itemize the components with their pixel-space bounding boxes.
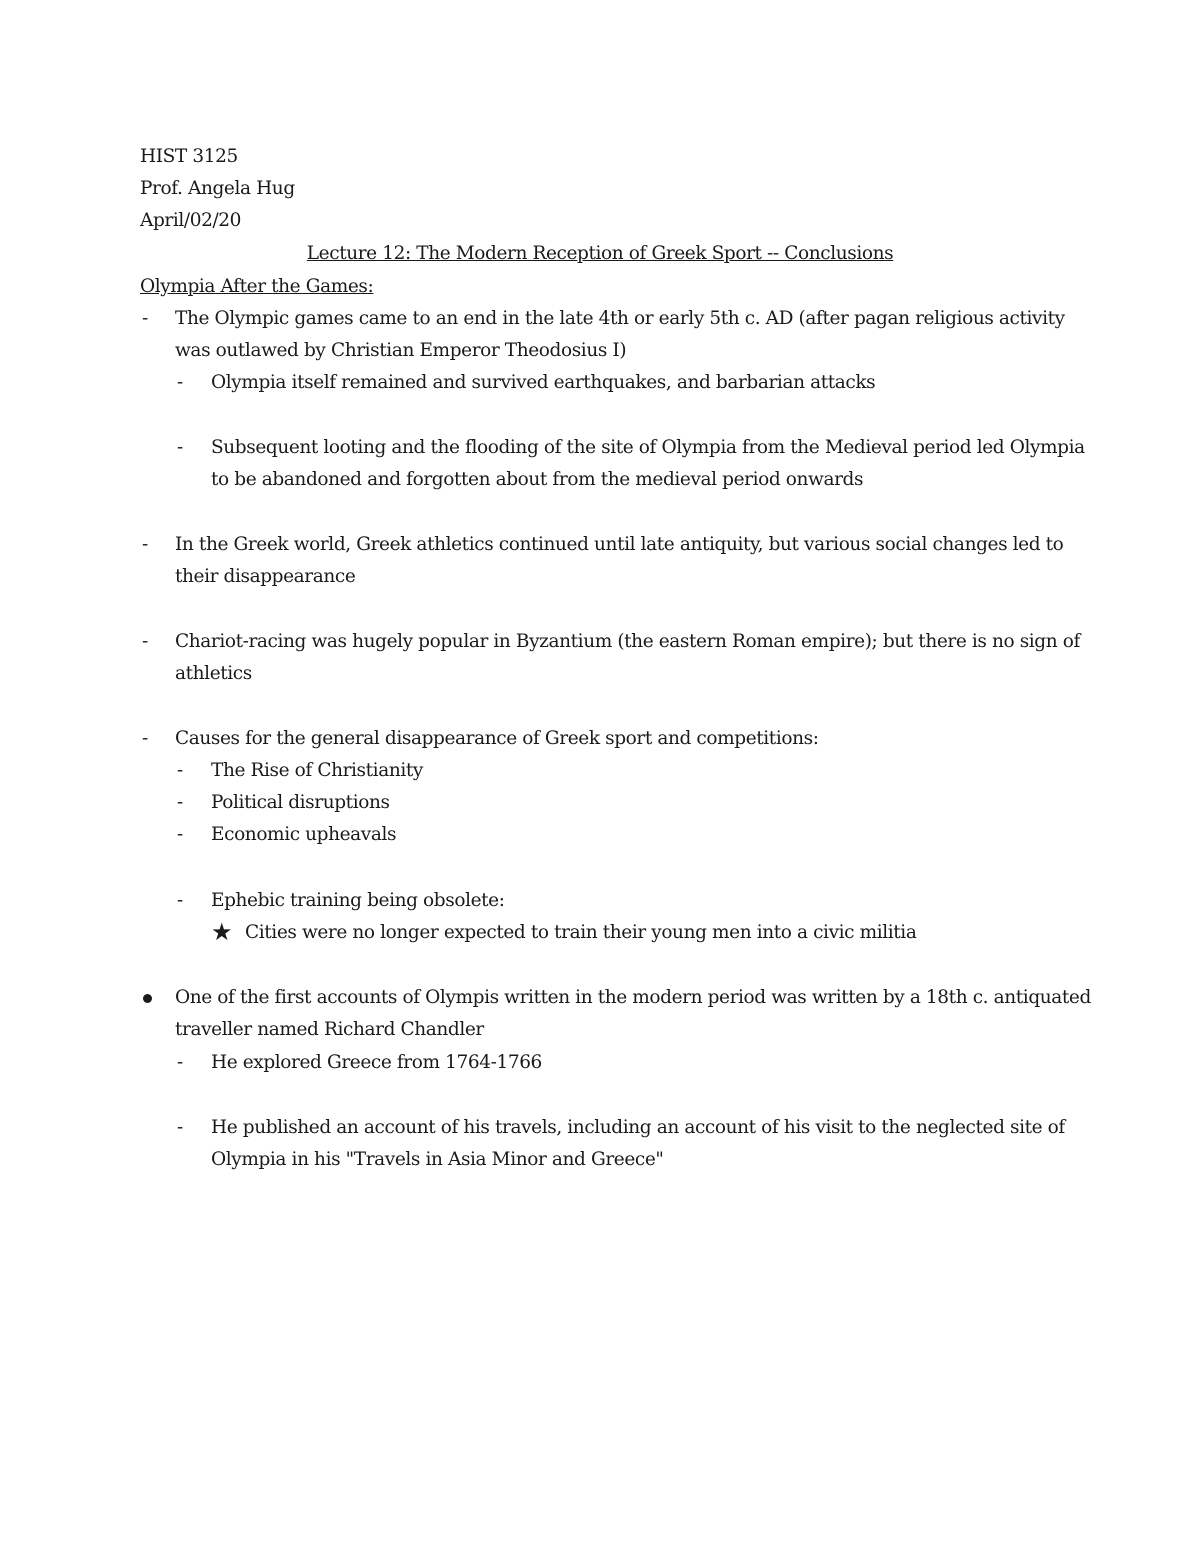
lecture-date: April/02/20 bbox=[140, 210, 242, 231]
sub-bullet-text: He published an account of his travels, including an account of his visit to the neglected site of bbox=[211, 1117, 1065, 1138]
bullet-text: traveller named Richard Chandler bbox=[175, 1019, 484, 1040]
sub-bullet-text: Economic upheavals bbox=[211, 824, 397, 845]
bullet-text: their disappearance bbox=[175, 566, 356, 587]
sub-bullet-text: Subsequent looting and the flooding of the site of Olympia from the Medieval period led Olympia bbox=[211, 437, 1085, 458]
bullet-text: Causes for the general disappearance of Greek sport and competitions: bbox=[175, 728, 819, 749]
course-code: HIST 3125 bbox=[140, 146, 238, 167]
sub-bullet-text: The Rise of Christianity bbox=[211, 760, 423, 781]
sub-bullet-text: Political disruptions bbox=[211, 792, 390, 813]
bullet-text: athletics bbox=[175, 663, 252, 684]
dash-marker: - bbox=[177, 1117, 183, 1138]
dash-marker: - bbox=[177, 890, 183, 911]
dash-marker: - bbox=[177, 1052, 183, 1073]
bullet-text: One of the first accounts of Olympis written in the modern period was written by a 18th c. antiquated bbox=[175, 987, 1091, 1008]
bullet-text: Chariot-racing was hugely popular in Byzantium (the eastern Roman empire); but there is no sign of bbox=[175, 631, 1080, 652]
dash-marker: - bbox=[177, 792, 183, 813]
sub-bullet-text: Ephebic training being obsolete: bbox=[211, 890, 505, 911]
dash-marker: - bbox=[177, 824, 183, 845]
star-bullet-text: Cities were no longer expected to train their young men into a civic militia bbox=[245, 922, 917, 943]
dash-marker: - bbox=[142, 728, 148, 749]
bullet-text: was outlawed by Christian Emperor Theodosius I) bbox=[175, 340, 627, 361]
dash-marker: - bbox=[142, 631, 148, 652]
dash-marker: - bbox=[177, 437, 183, 458]
dash-marker: - bbox=[177, 372, 183, 393]
dash-marker: - bbox=[142, 308, 148, 329]
lecture-title: Lecture 12: The Modern Reception of Greek Sport -- Conclusions bbox=[306, 243, 894, 264]
star-icon: ★ bbox=[211, 918, 233, 946]
sub-bullet-text: He explored Greece from 1764-1766 bbox=[211, 1052, 542, 1073]
section-heading: Olympia After the Games: bbox=[140, 276, 374, 297]
sub-bullet-text: Olympia in his "Travels in Asia Minor and Greece" bbox=[211, 1149, 664, 1170]
sub-bullet-text: Olympia itself remained and survived earthquakes, and barbarian attacks bbox=[211, 372, 876, 393]
bullet-text: The Olympic games came to an end in the late 4th or early 5th c. AD (after pagan religious activity bbox=[175, 308, 1065, 329]
professor-name: Prof. Angela Hug bbox=[140, 178, 295, 199]
bullet-dot-icon bbox=[143, 994, 152, 1003]
bullet-text: In the Greek world, Greek athletics continued until late antiquity, but various social changes led to bbox=[175, 534, 1064, 555]
dash-marker: - bbox=[142, 534, 148, 555]
dash-marker: - bbox=[177, 760, 183, 781]
sub-bullet-text: to be abandoned and forgotten about from the medieval period onwards bbox=[211, 469, 864, 490]
